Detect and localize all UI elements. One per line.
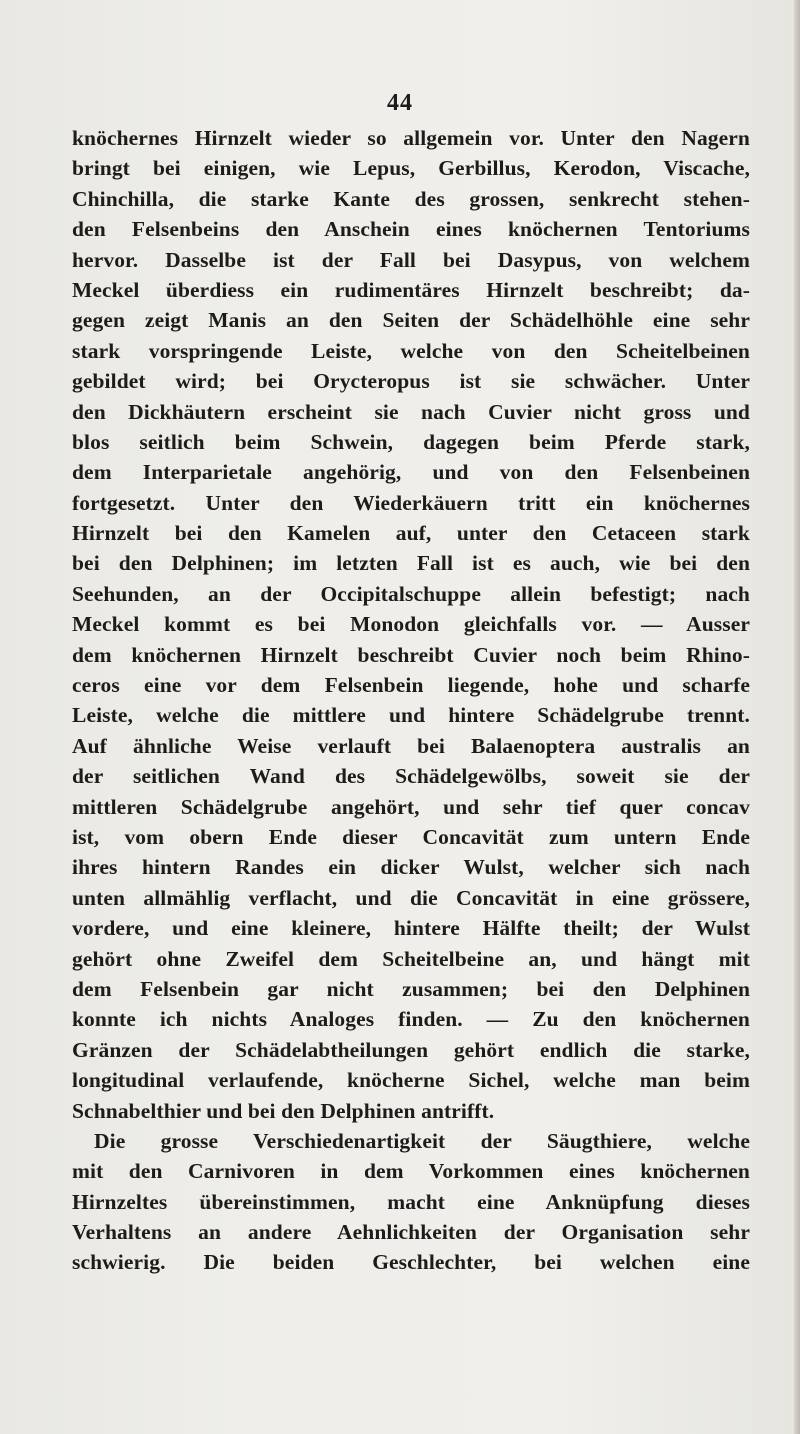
text-line: gegen zeigt Manis an den Seiten der Schädelhöhle eine sehr	[72, 308, 750, 333]
page-number: 44	[387, 90, 413, 116]
text-line: dem knöchernen Hirnzelt beschreibt Cuvier noch beim Rhino-	[72, 642, 750, 667]
text-line: vordere, und eine kleinere, hintere Hälfte theilt; der Wulst	[72, 916, 750, 941]
text-line: Seehunden, an der Occipitalschuppe allein befestigt; nach	[72, 581, 750, 606]
text-line: ceros eine vor dem Felsenbein liegende, hohe und scharfe	[72, 673, 750, 698]
text-line: den Felsenbeins den Anschein eines knöchernen Tentoriums	[72, 217, 750, 242]
text-line: dem Interparietale angehörig, und von den Felsenbeinen	[72, 460, 750, 485]
text-line: Schnabelthier und bei den Delphinen antrifft.	[72, 1098, 495, 1123]
text-line: Gränzen der Schädelabtheilungen gehört endlich die starke,	[72, 1037, 750, 1062]
text-line: longitudinal verlaufende, knöcherne Sichel, welche man beim	[72, 1068, 750, 1093]
text-line: Auf ähnliche Weise verlauft bei Balaenoptera australis an	[72, 733, 750, 758]
text-line: fortgesetzt. Unter den Wiederkäuern tritt ein knöchernes	[72, 490, 750, 515]
text-line: gebildet wird; bei Orycteropus ist sie schwächer. Unter	[72, 369, 750, 394]
text-line: gehört ohne Zweifel dem Scheitelbeine an, und hängt mit	[72, 946, 750, 971]
text-line: der seitlichen Wand des Schädelgewölbs, soweit sie der	[72, 764, 750, 789]
text-line: Hirnzeltes übereinstimmen, macht eine Anknüpfung dieses	[72, 1189, 750, 1214]
text-line: mittleren Schädelgrube angehört, und sehr tief quer concav	[72, 794, 750, 819]
text-line: unten allmählig verflacht, und die Concavität in eine grössere,	[72, 885, 750, 910]
text-line: den Dickhäutern erscheint sie nach Cuvier nicht gross und	[72, 399, 750, 424]
text-line: stark vorspringende Leiste, welche von den Scheitelbeinen	[72, 338, 750, 363]
text-line: Meckel kommt es bei Monodon gleichfalls vor. — Ausser	[72, 612, 750, 637]
text-line: blos seitlich beim Schwein, dagegen beim Pferde stark,	[72, 429, 750, 454]
text-line: Verhaltens an andere Aehnlichkeiten der Organisation sehr	[72, 1220, 750, 1245]
text-line: schwierig. Die beiden Geschlechter, bei welchen eine	[72, 1250, 750, 1275]
text-line: mit den Carnivoren in dem Vorkommen eines knöchernen	[72, 1159, 750, 1184]
text-line: knöchernes Hirnzelt wieder so allgemein vor. Unter den Nagern	[72, 126, 750, 150]
text-line: Hirnzelt bei den Kamelen auf, unter den Cetaceen stark	[72, 521, 750, 546]
text-line: Chinchilla, die starke Kante des grossen, senkrecht stehen-	[72, 186, 750, 211]
text-line: dem Felsenbein gar nicht zusammen; bei den Delphinen	[72, 976, 750, 1001]
body-text	[72, 123, 750, 1278]
text-line: bringt bei einigen, wie Lepus, Gerbillus, Kerodon, Viscache,	[72, 156, 750, 181]
text-line: konnte ich nichts Analoges finden. — Zu den knöchernen	[72, 1007, 750, 1032]
text-line: bei den Delphinen; im letzten Fall ist es auch, wie bei den	[72, 551, 750, 576]
text-line: Leiste, welche die mittlere und hintere Schädelgrube trennt.	[72, 703, 750, 728]
page-edge-shadow	[794, 0, 800, 1434]
text-line: Meckel überdiess ein rudimentäres Hirnzelt beschreibt; da-	[72, 277, 750, 302]
text-line: ist, vom obern Ende dieser Concavität zum untern Ende	[72, 824, 750, 849]
text-line: Die grosse Verschiedenartigkeit der Säugthiere, welche	[94, 1128, 750, 1153]
text-line: ihres hintern Randes ein dicker Wulst, welcher sich nach	[72, 855, 750, 880]
text-line: hervor. Dasselbe ist der Fall bei Dasypus, von welchem	[72, 247, 750, 272]
